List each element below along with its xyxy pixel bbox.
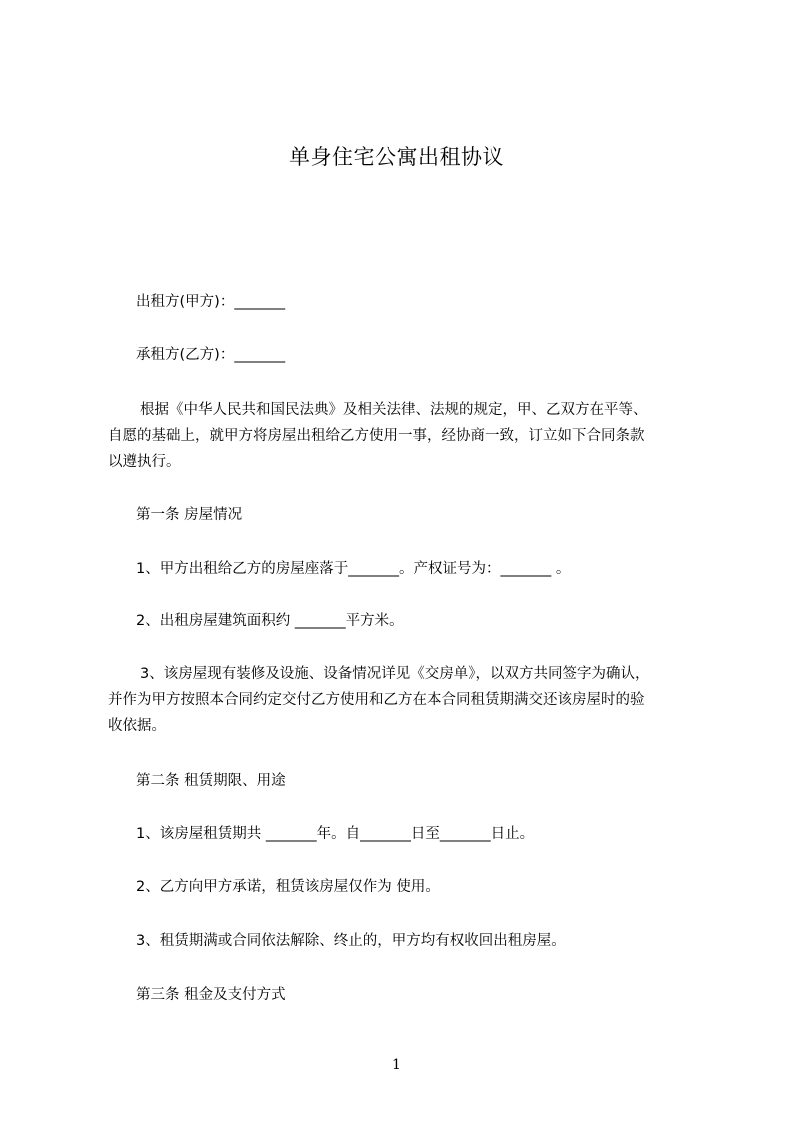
page-number: 1 bbox=[392, 1057, 401, 1073]
article-1-item-1: 1、甲方出租给乙方的房屋座落于_______。产权证号为：_______ 。 bbox=[136, 561, 571, 577]
article-2-heading: 第二条 租赁期限、用途 bbox=[136, 773, 286, 789]
article-1-item-3-line-1: 3、该房屋现有装修及设施、设备情况详见《交房单》，以双方共同签字为确认， bbox=[140, 666, 650, 682]
article-2-item-1: 1、该房屋租赁期共 _______年。自_______日至_______日止。 bbox=[136, 826, 535, 842]
article-1-item-3-line-3: 收依据。 bbox=[108, 718, 166, 734]
article-2-item-3: 3、租赁期满或合同依法解除、终止的，甲方均有权收回出租房屋。 bbox=[136, 933, 566, 949]
article-1-item-3-line-2: 并作为甲方按照本合同约定交付乙方使用和乙方在本合同租赁期满交还该房屋时的验 bbox=[108, 692, 645, 708]
lessee-line: 承租方(乙方)：_______ bbox=[136, 347, 286, 363]
article-1-heading: 第一条 房屋情况 bbox=[136, 507, 243, 523]
article-3-heading: 第三条 租金及支付方式 bbox=[136, 987, 286, 1003]
article-1-item-2: 2、出租房屋建筑面积约 _______平方米。 bbox=[136, 613, 404, 629]
preamble-line-3: 以遵执行。 bbox=[108, 454, 181, 470]
document-title: 单身住宅公寓出租协议 bbox=[289, 145, 504, 169]
preamble-line-1: 根据《中华人民共和国民法典》及相关法律、法规的规定，甲、乙双方在平等、 bbox=[140, 402, 648, 418]
preamble-line-2: 自愿的基础上，就甲方将房屋出租给乙方使用一事，经协商一致，订立如下合同条款 bbox=[108, 428, 645, 444]
lessor-line: 出租方(甲方)：_______ bbox=[136, 294, 286, 310]
article-2-item-2: 2、乙方向甲方承诺，租赁该房屋仅作为 使用。 bbox=[136, 879, 440, 895]
